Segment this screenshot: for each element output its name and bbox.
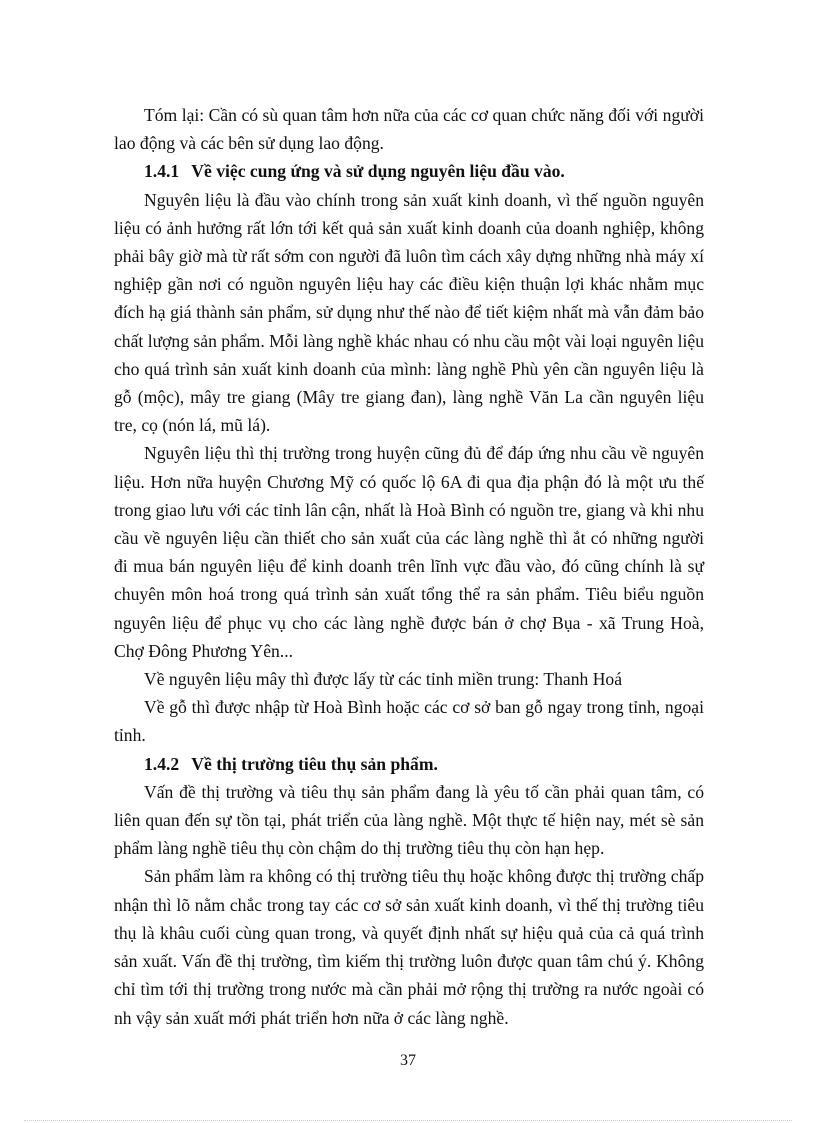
page-number: 37 <box>400 1052 416 1069</box>
body-paragraph: Về gỗ thì được nhập từ Hoà Bình hoặc các cơ sở ban gỗ ngay trong tỉnh, ngoại tỉnh. <box>114 697 704 746</box>
body-paragraph: Vấn đề thị trường và tiêu thụ sản phẩm đang là yêu tố cần phải quan tâm, có liên quan đến sự tồn tại, phát triển của làng nghề. Một thực tế hiện nay, mét sè sản phẩm làng nghề tiêu thụ còn chậm do thị trường tiêu thụ còn hạn hẹp. <box>114 781 704 859</box>
section-title: Về việc cung ứng và sử dụng nguyên liệu đầu vào. <box>191 161 565 182</box>
body-paragraph: Sản phẩm làm ra không có thị trường tiêu thụ hoặc không được thị trường chấp nhận thì lõ nằm chắc trong tay các cơ sở sản xuất kinh doanh, vì thế thị trường tiêu thụ là khâu cuối cùng quan trong, và quyết định nhất sự hiệu quả của cả quá trình sản xuất. Vấn đề thị trường, tìm kiếm thị trường luôn được quan tâm chú ý. Không chỉ tìm tới thị trường trong nước mà cần phải mở rộng thị trường ra nước ngoài có nh vậy sản xuất mới phát triển hơn nữa ở các làng nghề. <box>114 866 704 1028</box>
section-heading-1-4-2 <box>114 750 704 778</box>
section-number: 1.4.1 <box>144 161 180 182</box>
page-bottom-divider <box>24 1120 792 1121</box>
body-paragraph: Về nguyên liệu mây thì được lấy từ các tỉnh miền trung: Thanh Hoá <box>144 669 623 690</box>
section-title: Về thị trường tiêu thụ sản phẩm. <box>191 753 438 774</box>
body-paragraph: Nguyên liệu thì thị trường trong huyện cũng đủ để đáp ứng nhu cầu về nguyên liệu. Hơn nữa huyện Chương Mỹ có quốc lộ 6A đi qua địa phận đó là một ưu thế trong giao lưu với các tỉnh lân cận, nhất là Hoà Bình có nguồn tre, giang và khi nhu cầu về nguyên liệu cần thiết cho sản xuất của các làng nghề thì ắt có những người đi mua bán nguyên liệu để kinh doanh trên lĩnh vực đầu vào, đó cũng chính là sự chuyên môn hoá trong quá trình sản xuất tổng thể ra sản phẩm. Tiêu biểu nguồn nguyên liệu để phục vụ cho các làng nghề được bán ở chợ Bụa - xã Trung Hoà, Chợ Đông Phương Yên... <box>114 443 704 661</box>
body-paragraph: Nguyên liệu là đầu vào chính trong sản xuất kinh doanh, vì thế nguồn nguyên liệu có ảnh hưởng rất lớn tới kết quả sản xuất kinh doanh của doanh nghiệp, không phải bây giờ mà từ rất sớm con người đã luôn tìm cách xây dựng những nhà máy xí nghiệp gần nơi có nguồn nguyên liệu hay các điều kiện thuận lợi khác nhằm mục đích hạ giá thành sản phẩm, sử dụng như thế nào để tiết kiệm nhất mà vẫn đảm bảo chất lượng sản phẩm. Mỗi làng nghề khác nhau có nhu cầu một vài loại nguyên liệu cho quá trình sản xuất kinh doanh của mình: làng nghề Phù yên cần nguyên liệu là gỗ (mộc), mây tre giang (Mây tre giang đan), làng nghề Văn La cần nguyên liệu tre, cọ (nón lá, mũ lá). <box>114 189 705 436</box>
summary-paragraph: Tóm lại: Cần có sù quan tâm hơn nữa của các cơ quan chức năng đối với người lao động và các bên sử dụng lao động. <box>114 105 704 154</box>
section-heading-1-4-1 <box>114 157 704 185</box>
page-content <box>114 101 704 1032</box>
section-number: 1.4.2 <box>144 753 180 774</box>
